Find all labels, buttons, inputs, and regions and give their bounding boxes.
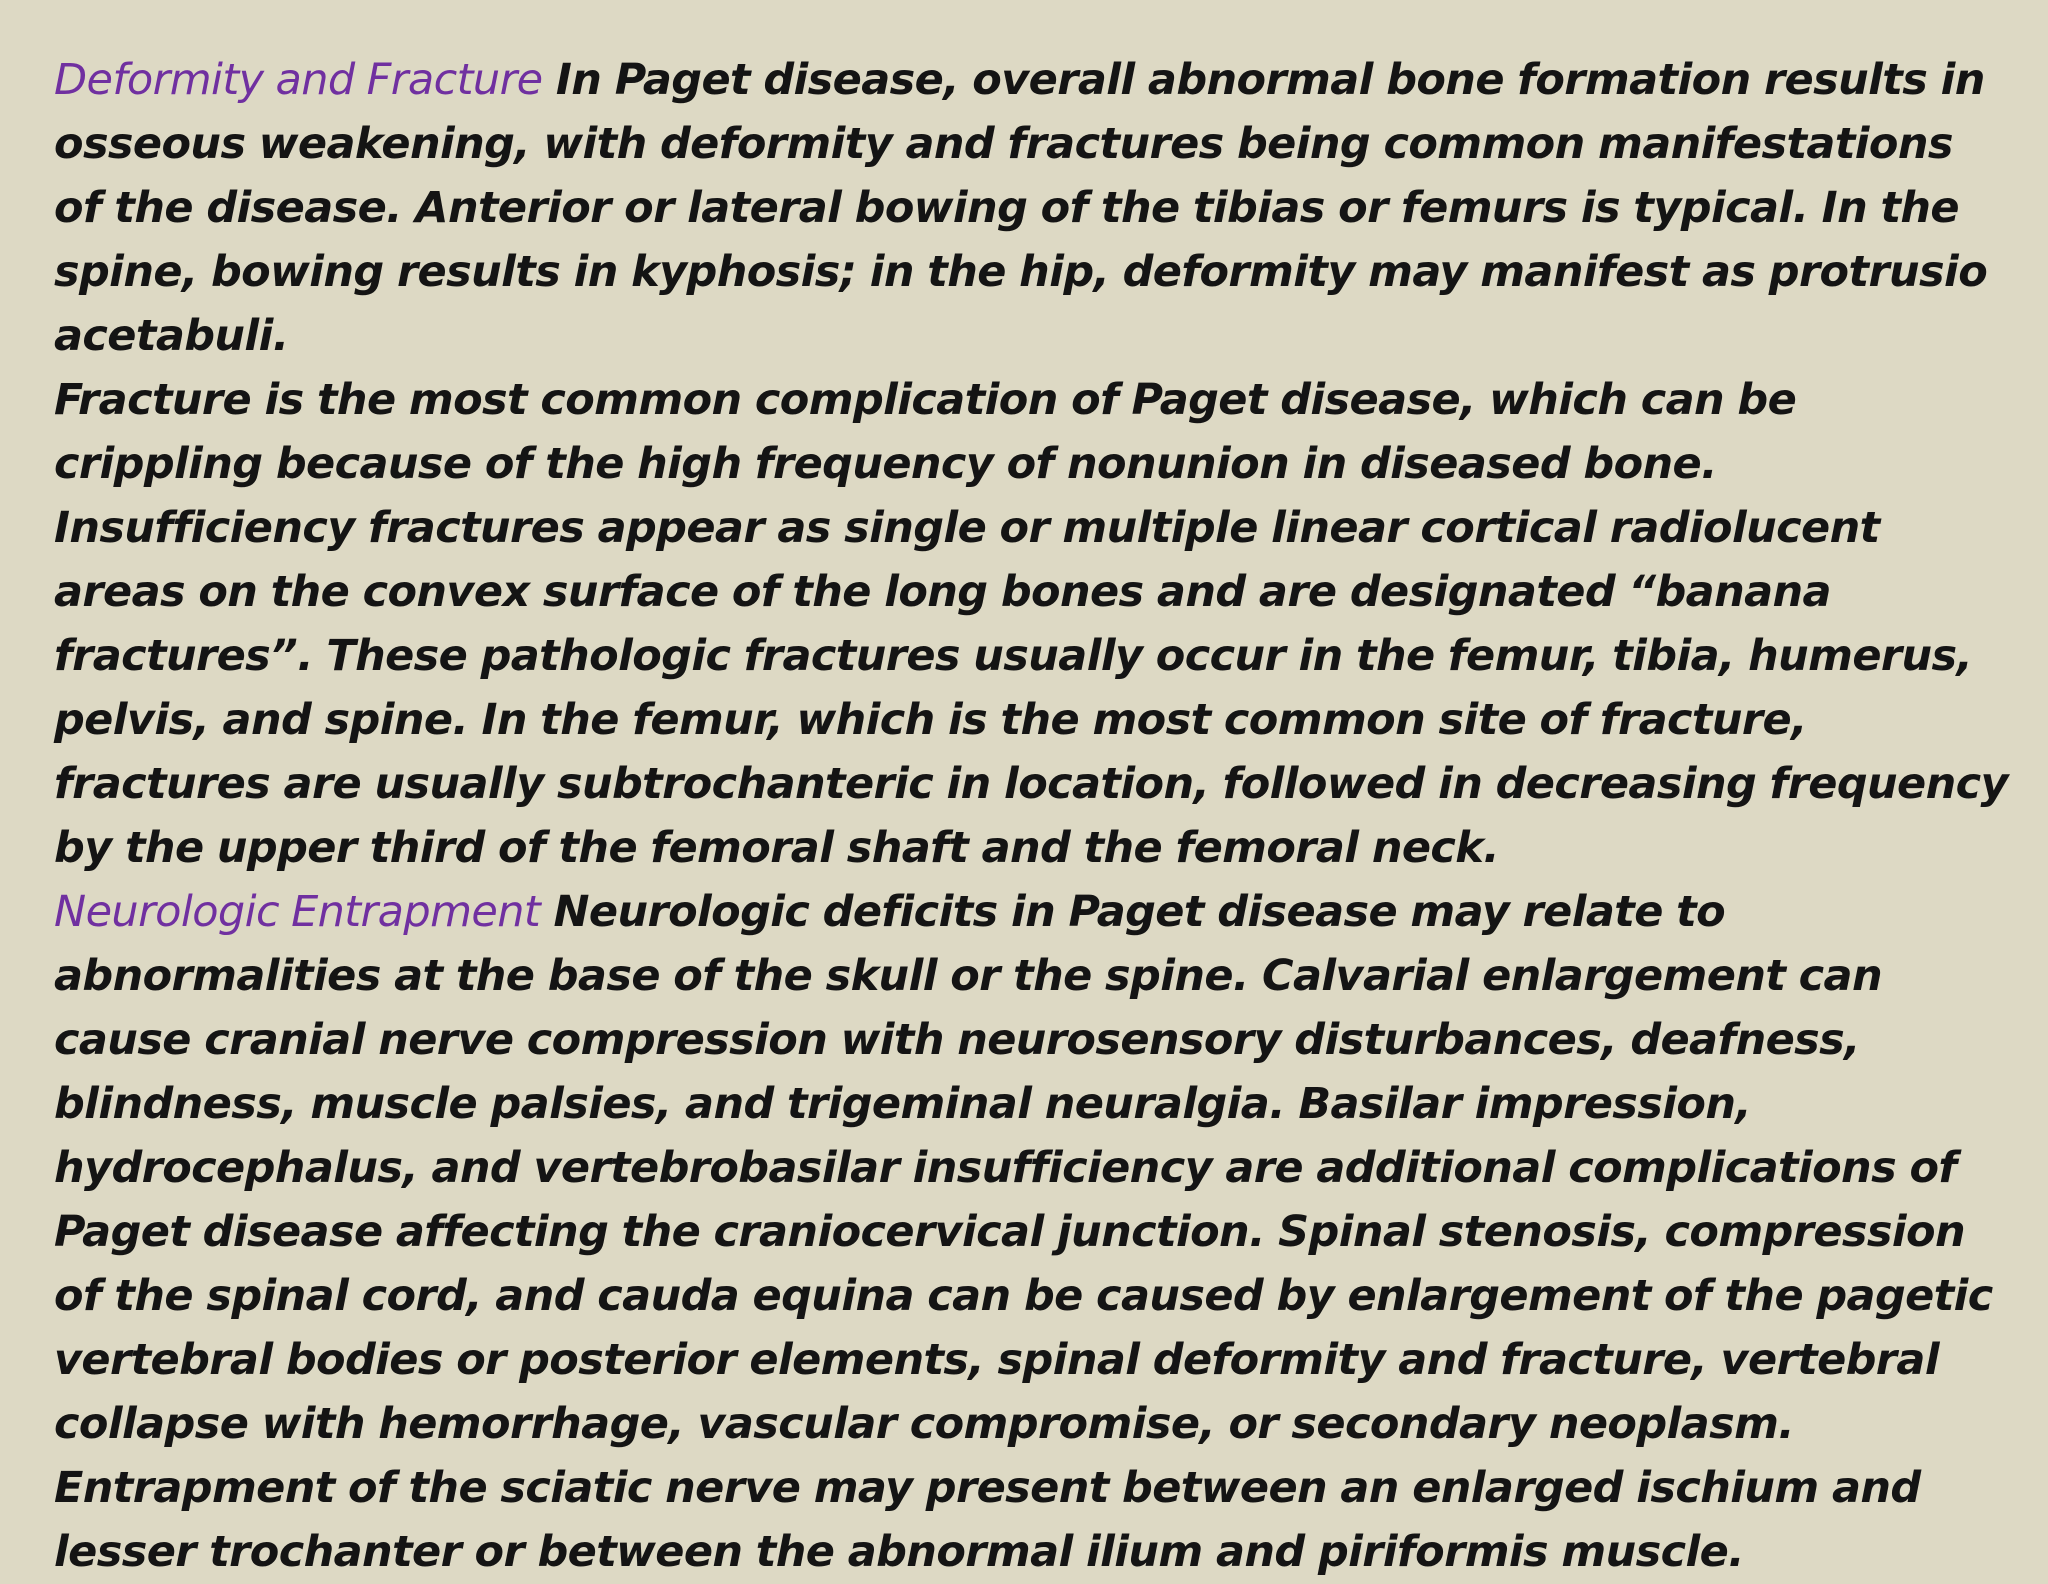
neurologic-paragraph-text: Neurologic deficits in Paget disease may relate to abnormalities at the base of the skull or the spine. Calvarial enlargement can cause cranial nerve compression with neurosensory disturbances, deafness, blindness, muscle palsies, and trigeminal neuralgia. Basilar impression, hydrocephalus, and vertebrobasilar insufficiency are additional complications of Paget disease affecting the craniocervical junction. Spinal stenosis, compression of the spinal cord, and cauda equina can be caused by enlargement of the pagetic vertebral bodies or posterior elements, spinal deformity and fracture, vertebral collapse with hemorrhage, vascular compromise, or secondary neoplasm. Entrapment of the sciatic nerve may present between an enlarged ischium and lesser trochanter or between the abnormal ilium and piriformis muscle. [54, 887, 1993, 1577]
fracture-complication-paragraph [54, 368, 2008, 880]
neurologic-entrapment-paragraph [54, 880, 2008, 1584]
deformity-paragraph-text: In Paget disease, overall abnormal bone formation results in osseous weakening, with deformity and fractures being common manifestations of the disease. Anterior or lateral bowing of the tibias or femurs is typical. In the spine, bowing results in kyphosis; in the hip, deformity may manifest as protrusio acetabuli. [54, 55, 1988, 361]
neurologic-entrapment-heading: Neurologic Entrapment [54, 887, 541, 937]
fracture-paragraph-text: Fracture is the most common complication of Paget disease, which can be crippling because of the high frequency of nonunion in diseased bone. Insufficiency fractures appear as single or multiple linear cortical radiolucent areas on the convex surface of the long bones and are designated “banana fractures”. These pathologic fractures usually occur in the femur, tibia, humerus, pelvis, and spine. In the femur, which is the most common site of fracture, fractures are usually subtrochanteric in location, followed in decreasing frequency by the upper third of the femoral shaft and the femoral neck. [54, 375, 2008, 873]
deformity-and-fracture-paragraph [54, 48, 2008, 368]
deformity-and-fracture-heading: Deformity and Fracture [54, 55, 543, 105]
